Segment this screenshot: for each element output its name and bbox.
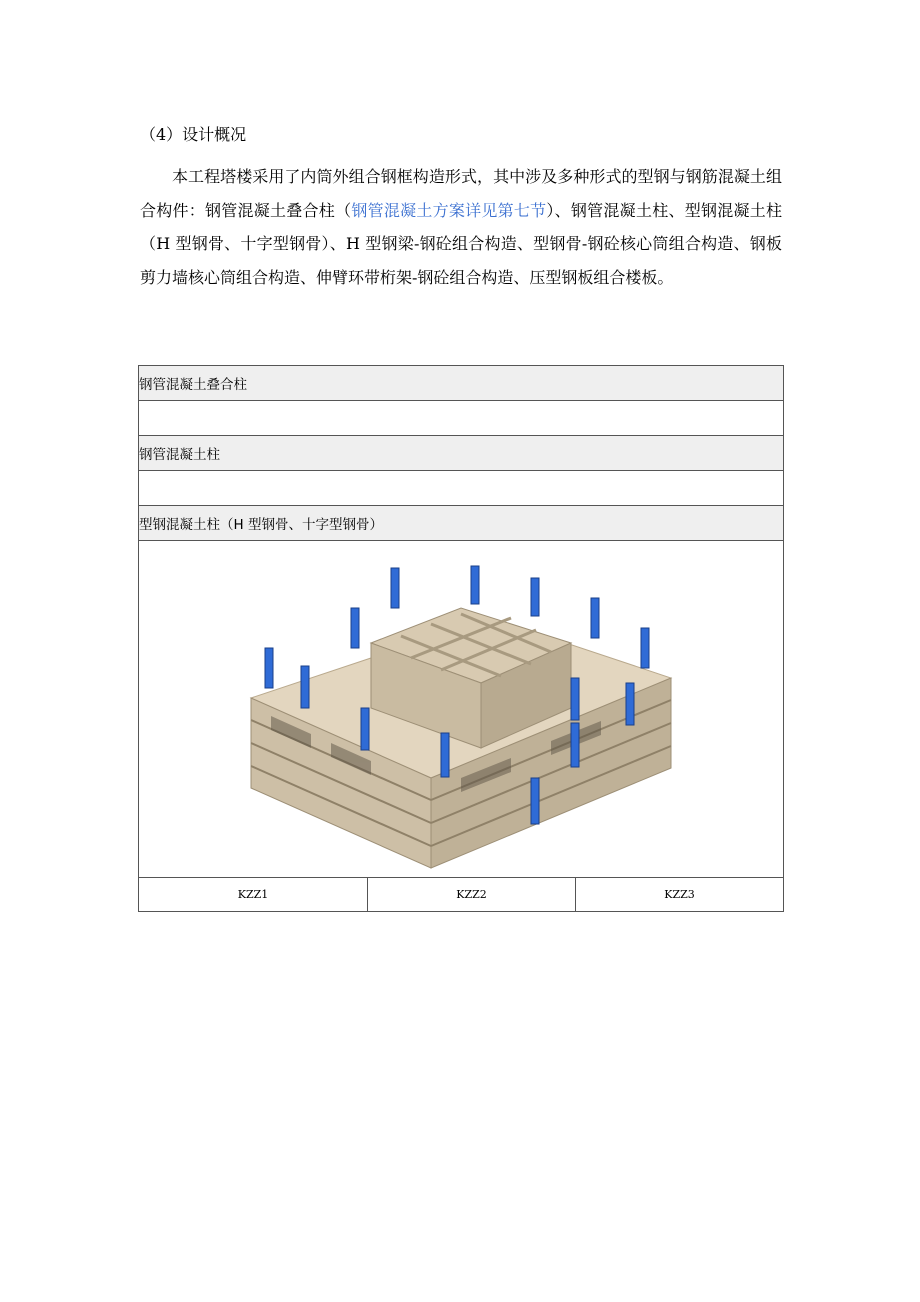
section-heading: （4）设计概况	[140, 125, 247, 144]
section-link[interactable]: 钢管混凝土方案详见第七节	[351, 200, 547, 220]
component-table	[138, 365, 784, 912]
row-header-cfst-column: 钢管混凝土柱	[139, 436, 784, 471]
label-kzz1: KZZ1	[139, 878, 368, 912]
design-overview-paragraph	[140, 160, 782, 294]
empty-row	[139, 401, 784, 436]
paragraph-text-1: 本工程塔楼采用了内筒外组合钢框构造形式，其中涉及多种形式的型钢与钢筋混凝土组合构件：钢管混凝土叠合柱（	[140, 167, 782, 220]
label-kzz2: KZZ2	[368, 878, 576, 912]
row-header-src-column: 型钢混凝土柱（H 型钢骨、十字型钢骨）	[139, 506, 784, 541]
row-header-cfst-composite-column: 钢管混凝土叠合柱	[139, 366, 784, 401]
empty-row	[139, 471, 784, 506]
label-kzz3: KZZ3	[576, 878, 784, 912]
paragraph-text-2: ）、钢管混凝土柱、型钢混凝土柱（H 型钢骨、十字型钢骨）、H 型钢梁-钢砼组合构造、型钢骨-钢砼核心筒组合构造、钢板剪力墙核心筒组合构造、伸臂环带桁架-钢砼组合构造、压型钢板组合楼板。	[140, 200, 782, 287]
building-image-cell	[139, 541, 784, 878]
building-model-illustration	[231, 548, 691, 870]
